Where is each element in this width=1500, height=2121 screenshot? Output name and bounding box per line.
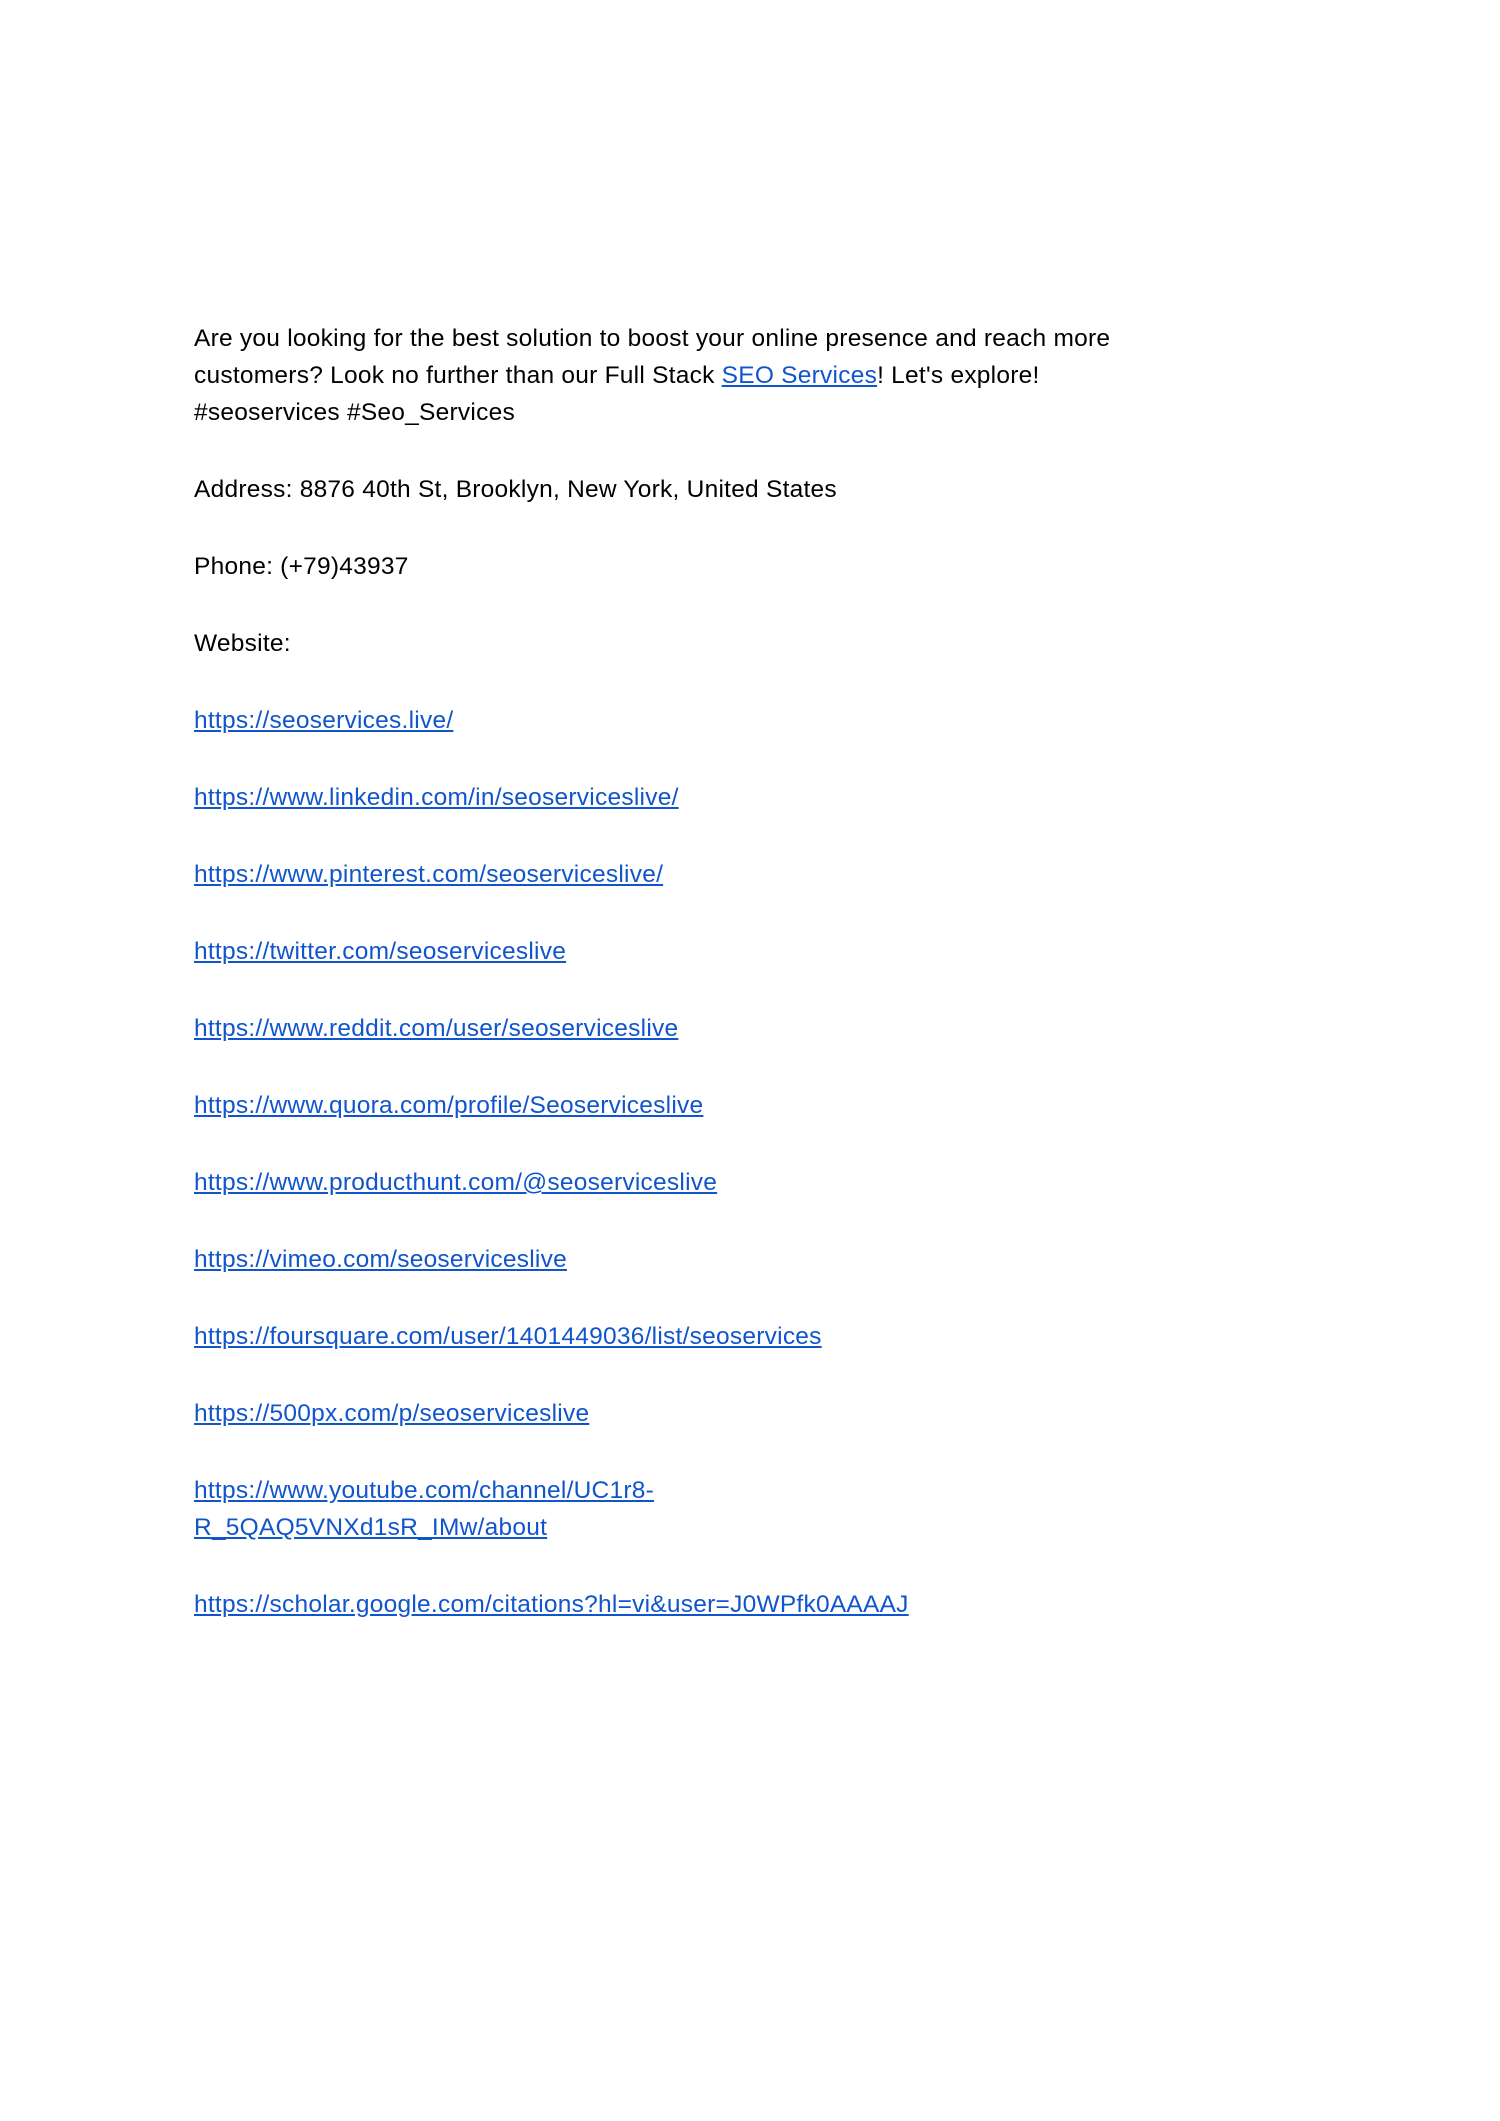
spacer	[194, 662, 1114, 702]
linkedin-link[interactable]: https://www.linkedin.com/in/seoserviceslive/	[194, 784, 679, 811]
spacer	[194, 1124, 1114, 1164]
spacer	[194, 970, 1114, 1010]
pinterest-link[interactable]: https://www.pinterest.com/seoserviceslive/	[194, 861, 664, 888]
spacer	[194, 893, 1114, 933]
website-label: Website:	[194, 630, 291, 657]
intro-text-before-link: Are you looking for the best solution to boost your online presence and reach more customers? Look no further than our Full Stack	[194, 325, 1111, 389]
producthunt-link[interactable]: https://www.producthunt.com/@seoserviceslive	[194, 1169, 718, 1196]
link-list-item	[194, 1164, 724, 1201]
fivehundredpx-link[interactable]: https://500px.com/p/seoserviceslive	[194, 1400, 590, 1427]
reddit-link[interactable]: https://www.reddit.com/user/seoserviceslive	[194, 1015, 679, 1042]
spacer	[194, 816, 1114, 856]
foursquare-link[interactable]: https://foursquare.com/user/1401449036/list/seoservices	[194, 1323, 822, 1350]
vimeo-link[interactable]: https://vimeo.com/seoserviceslive	[194, 1246, 567, 1273]
quora-link[interactable]: https://www.quora.com/profile/Seoserviceslive	[194, 1092, 704, 1119]
spacer	[194, 585, 1114, 625]
spacer	[194, 739, 1114, 779]
phone-line: Phone: (+79)43937	[194, 553, 409, 580]
spacer	[194, 1047, 1114, 1087]
link-list-item	[194, 779, 724, 816]
link-list-item	[194, 1010, 724, 1047]
link-list-item	[194, 1318, 1114, 1355]
document-body	[194, 320, 1114, 1623]
link-list-item	[194, 1395, 724, 1432]
link-list-item	[194, 933, 724, 970]
google-scholar-link[interactable]: https://scholar.google.com/citations?hl=vi&user=J0WPfk0AAAAJ	[194, 1591, 909, 1618]
address-line: Address: 8876 40th St, Brooklyn, New York, United States	[194, 476, 837, 503]
website-link[interactable]: https://seoservices.live/	[194, 707, 454, 734]
spacer	[194, 1432, 1114, 1472]
youtube-link[interactable]: https://www.youtube.com/channel/UC1r8-R_5QAQ5VNXd1sR_IMw/about	[194, 1477, 655, 1541]
spacer	[194, 431, 1114, 471]
link-list-item	[194, 856, 724, 893]
link-list-item	[194, 1586, 1114, 1623]
spacer	[194, 1355, 1114, 1395]
intro-paragraph	[194, 320, 1114, 431]
spacer	[194, 1278, 1114, 1318]
spacer	[194, 508, 1114, 548]
spacer	[194, 1546, 1114, 1586]
intro-text-after-link: ! Let's explore! #seoservices #Seo_Services	[194, 362, 1040, 426]
link-list-item	[194, 1472, 724, 1546]
link-list-item	[194, 1241, 724, 1278]
spacer	[194, 1201, 1114, 1241]
twitter-link[interactable]: https://twitter.com/seoserviceslive	[194, 938, 567, 965]
seo-services-link[interactable]: SEO Services	[721, 362, 878, 389]
link-list-item	[194, 702, 724, 739]
link-list-item	[194, 1087, 724, 1124]
